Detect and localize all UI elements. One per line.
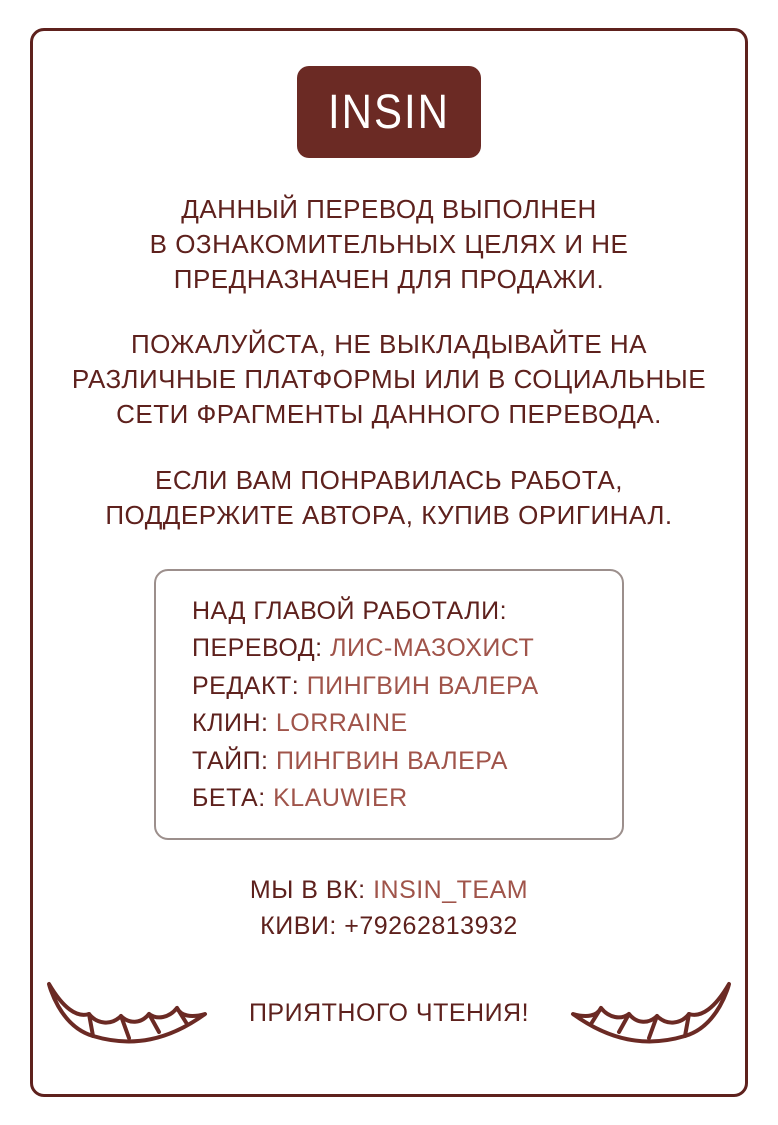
credit-role: ТАЙП:	[192, 746, 269, 775]
footer-row	[56, 974, 722, 1052]
credit-row	[192, 668, 596, 706]
qiwi-label: КИВИ:	[260, 912, 337, 940]
credits-heading: НАД ГЛАВОЙ РАБОТАЛИ:	[192, 596, 508, 625]
bat-wing-left-icon	[41, 974, 211, 1052]
notice-line: ПОЖАЛУЙСТА, НЕ ВЫКЛАДЫВАЙТЕ НА	[130, 329, 648, 360]
credit-value: ПИНГВИН ВАЛЕРА	[275, 746, 508, 775]
credit-value: ПИНГВИН ВАЛЕРА	[306, 671, 539, 700]
vk-line	[250, 872, 528, 908]
logo-text: INSIN	[327, 84, 450, 139]
notice-line: СЕТИ ФРАГМЕНТЫ ДАННОГО ПЕРЕВОДА.	[116, 399, 662, 430]
credit-role: КЛИН:	[192, 709, 269, 738]
notice-paragraph-3	[105, 463, 672, 533]
credit-value: KLAUWIER	[273, 784, 408, 813]
vk-value[interactable]: INSIN_TEAM	[373, 875, 529, 904]
contacts	[250, 872, 528, 945]
credit-role: ПЕРЕВОД:	[192, 634, 323, 663]
notice-line: ДАННЫЙ ПЕРЕВОД ВЫПОЛНЕН	[181, 194, 597, 224]
notice-line: РАЗЛИЧНЫЕ ПЛАТФОРМЫ ИЛИ В СОЦИАЛЬНЫЕ	[71, 364, 707, 395]
notice-line: ПОДДЕРЖИТЕ АВТОРА, КУПИВ ОРИГИНАЛ.	[105, 499, 673, 530]
notice-paragraph-1	[150, 192, 629, 297]
bat-wing-right-icon	[567, 974, 737, 1052]
qiwi-value: +79262813932	[344, 912, 518, 940]
qiwi-line	[250, 908, 528, 944]
credit-row	[192, 743, 596, 781]
credits-box	[154, 569, 624, 840]
notice-paragraph-2	[72, 327, 706, 432]
credit-row	[192, 630, 596, 668]
vk-label: МЫ В ВК:	[249, 875, 366, 904]
credit-role: БЕТА:	[192, 784, 266, 813]
credit-value: LORRAINE	[275, 709, 408, 738]
credit-row	[192, 780, 596, 818]
enjoy-reading-text: ПРИЯТНОГО ЧТЕНИЯ!	[248, 998, 530, 1027]
insin-logo	[297, 66, 481, 158]
notice-line: В ОЗНАКОМИТЕЛЬНЫХ ЦЕЛЯХ И НЕ	[149, 229, 629, 260]
credit-role: РЕДАКТ:	[192, 671, 300, 700]
credit-row	[192, 705, 596, 743]
notice-line: ПРЕДНАЗНАЧЕН ДЛЯ ПРОДАЖИ.	[173, 264, 605, 295]
notice-line: ЕСЛИ ВАМ ПОНРАВИЛАСЬ РАБОТА,	[154, 464, 623, 495]
credit-value: ЛИС-МАЗОХИСТ	[330, 634, 535, 663]
